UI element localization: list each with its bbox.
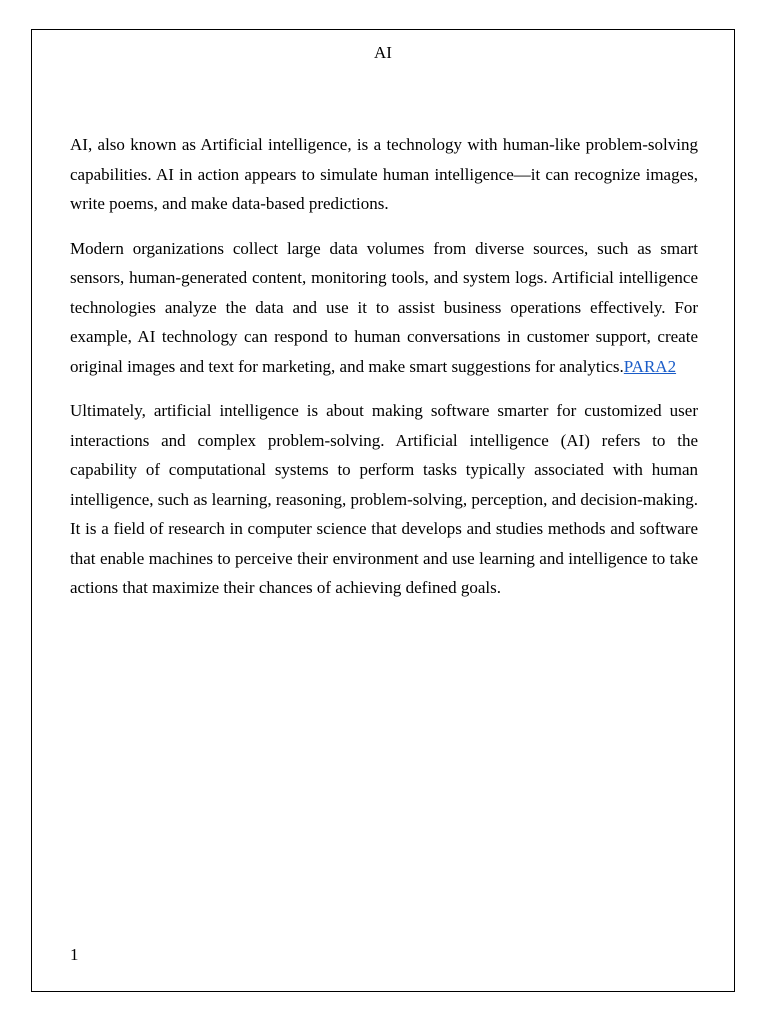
document-title: AI [374,43,392,62]
paragraph-2-text: Modern organizations collect large data volumes from diverse sources, such as smart sensors, human-generated content, monitoring tools, and system logs. Artificial intelligence technologies analyze the data and use it to assist business operations effectively. For example, AI technology can respond to human conversations in customer support, create original images and text for marketing, and make smart suggestions for analytics. [70,238,698,376]
document-body [70,130,698,618]
paragraph-1 [70,130,698,219]
paragraph-3-text: Ultimately, artificial intelligence is about making software smarter for customized user interactions and complex problem-solving. Artificial intelligence (AI) refers to the capability of computational systems to perform tasks typically associated with human intelligence, such as learning, reasoning, problem-solving, perception, and decision-making. It is a field of research in computer science that develops and studies methods and software that enable machines to perceive their environment and use learning and intelligence to take actions that maximize their chances of achieving defined goals. [70,401,698,597]
paragraph-2 [70,234,698,382]
document-page [31,29,735,992]
paragraph-3 [70,396,698,603]
page-number: 1 [70,945,79,964]
paragraph-1-text: AI, also known as Artificial intelligence, is a technology with human-like problem-solving capabilities. AI in action appears to simulate human intelligence—it can recognize images, write poems, and make data-based predictions. [70,135,698,213]
para2-link[interactable]: PARA2 [623,356,677,376]
